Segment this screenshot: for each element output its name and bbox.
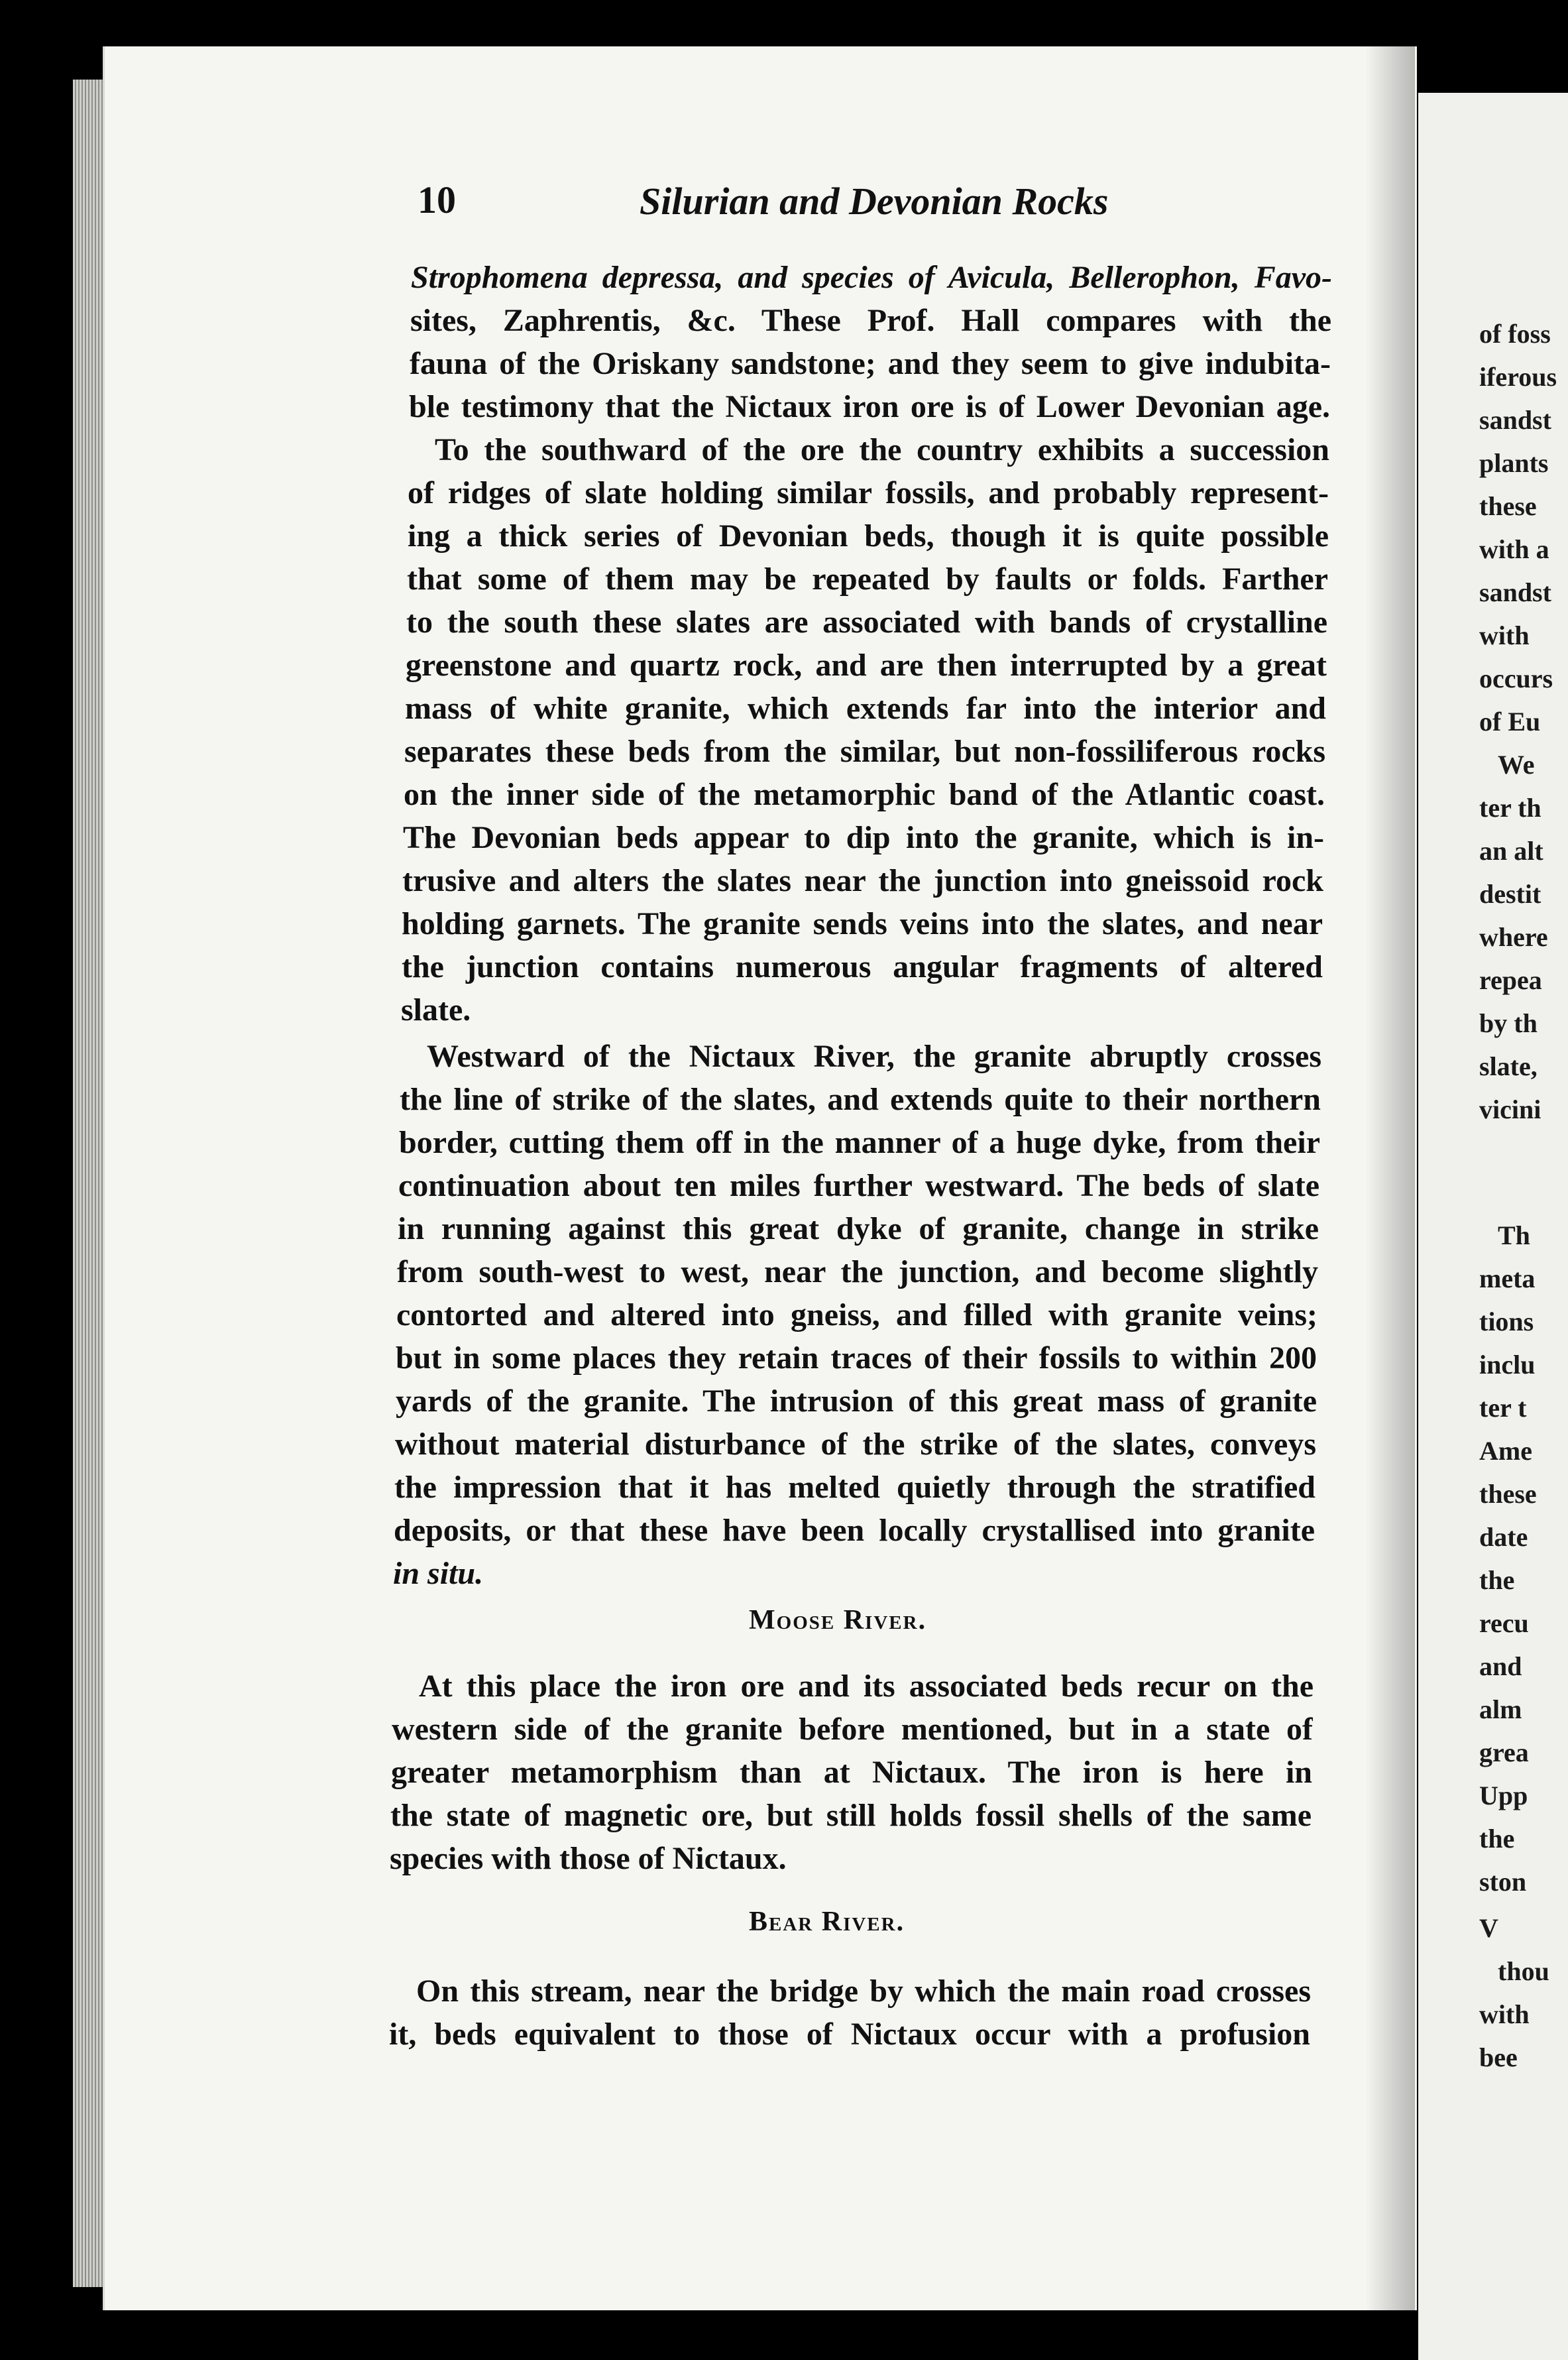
text-line: the line of strike of the slates, and extends quite to their northern [400,1084,1321,1117]
facing-page-line: by th [1479,1008,1538,1038]
text-line: slate. [401,992,471,1028]
facing-page-line: grea [1479,1738,1529,1767]
facing-page-line: ston [1479,1867,1527,1897]
text-line: the state of magnetic ore, but still holds fossil shells of the same [390,1800,1312,1833]
text-line: border, cutting them off in the manner of a huge dyke, from their [399,1127,1320,1160]
text-line: from south-west to west, near the junction, and become slightly [397,1256,1318,1289]
text-line: To the southward of the ore the country exhibits a succession [435,434,1329,467]
text-line: mass of white granite, which extends far into the interior and [405,693,1326,726]
page-edges [73,80,103,2287]
facing-page-line: and [1479,1651,1522,1681]
text-line: holding garnets. The granite sends veins into the slates, and near [402,908,1323,941]
text-line: greenstone and quartz rock, and are then interrupted by a great [406,650,1327,683]
facing-page-line: recu [1479,1608,1529,1638]
facing-page-line: slate, [1479,1051,1538,1081]
text-line: to the south these slates are associated with bands of crystalline [406,607,1327,640]
text-line: greater metamorphism than at Nictaux. The iron is here in [391,1757,1312,1790]
facing-page-line: with a [1479,534,1549,564]
facing-page-line: alm [1479,1694,1522,1724]
facing-page-line: meta [1479,1264,1536,1293]
text-line: ble testimony that the Nictaux iron ore is of Lower Devonian age. [409,391,1330,424]
facing-page-line: repea [1479,965,1542,995]
text-line: ing a thick series of Devonian beds, though it is quite possible [408,520,1329,554]
facing-page-line: the [1479,1824,1515,1854]
facing-page [1418,93,1568,2360]
text-line: western side of the granite before mentioned, but in a state of [392,1714,1313,1747]
text-line: it, beds equivalent to those of Nictaux occur with a profusion [389,2019,1310,2052]
text-line: The Devonian beds appear to dip into the granite, which is in- [403,822,1324,855]
facing-page-line: V [1479,1913,1498,1943]
text-line: At this place the iron ore and its associated beds recur on the [419,1671,1314,1704]
text-line: continuation about ten miles further westward. The beds of slate [398,1170,1319,1203]
facing-page-line: iferous [1479,362,1557,392]
facing-page-line: bee [1479,2042,1518,2072]
text-line: Westward of the Nictaux River, the granite abruptly crosses [427,1041,1321,1074]
text-line: on the inner side of the metamorphic band of the Atlantic coast. [404,779,1325,812]
facing-page-line: date [1479,1522,1528,1552]
facing-page-line: Upp [1479,1781,1528,1810]
facing-page-line: inclu [1479,1350,1536,1380]
gutter-shadow [1365,46,1415,2310]
facing-page-line: the [1479,1565,1515,1595]
facing-page-line: of foss [1479,319,1551,349]
facing-page-line: plants [1479,448,1549,478]
text-line: without material disturbance of the strike of the slates, conveys [395,1429,1316,1462]
text-line: the impression that it has melted quietly through the stratified [394,1472,1316,1505]
text-line: yards of the granite. The intrusion of this great mass of granite [396,1386,1317,1419]
facing-page-line: where [1479,922,1548,952]
facing-page-line: these [1479,491,1537,521]
facing-page-line: We [1498,750,1535,780]
text-line: fauna of the Oriskany sandstone; and they seem to give indubita- [410,348,1331,381]
facing-page-line: an alt [1479,836,1543,866]
text-line: but in some places they retain traces of their fossils to within 200 [396,1342,1317,1376]
facing-page-line: sandst [1479,577,1551,607]
facing-page-line: with [1479,1999,1530,2029]
facing-page-line: occurs [1479,664,1553,693]
facing-page-line: with [1479,620,1530,650]
facing-page-line: thou [1498,1956,1549,1986]
text-line: deposits, or that these have been locally crystallised into granite [394,1515,1315,1548]
facing-page-line: sandst [1479,405,1551,435]
text-line: sites, Zaphrentis, &c. These Prof. Hall compares with the [410,305,1331,338]
text-line: of ridges of slate holding similar fossils, and probably represent- [408,477,1329,510]
facing-page-line: vicini [1479,1094,1541,1124]
facing-page-line: Th [1498,1220,1530,1250]
facing-page-line: Ame [1479,1436,1532,1466]
facing-page-line: these [1479,1479,1537,1509]
text-line: in running against this great dyke of granite, change in strike [398,1213,1319,1246]
facing-page-line: ter th [1479,793,1541,823]
text-line: Strophomena depressa, and species of Avicula, Bellerophon, Favo- [411,262,1332,295]
heading-moose-river: Moose River. [749,1605,927,1635]
heading-bear-river: Bear River. [749,1907,905,1937]
facing-page-line: ter t [1479,1393,1527,1423]
text-line: in situ. [393,1556,484,1591]
facing-page-line: tions [1479,1307,1534,1336]
running-title: Silurian and Devonian Rocks [640,180,1109,223]
facing-page-line: destit [1479,879,1541,909]
text-line: contorted and altered into gneiss, and filled with granite veins; [396,1299,1317,1332]
text-line: separates these beds from the similar, but non-fossiliferous rocks [404,736,1325,769]
page-number: 10 [418,178,456,221]
facing-page-line: of Eu [1479,707,1541,737]
text-line: trusive and alters the slates near the junction into gneissoid rock [402,865,1323,898]
text-line: the junction contains numerous angular fragments of altered [402,951,1323,984]
text-line: On this stream, near the bridge by which the main road crosses [416,1976,1311,2009]
text-line: species with those of Nictaux. [390,1841,787,1876]
text-line: that some of them may be repeated by faults or folds. Farther [407,563,1328,597]
